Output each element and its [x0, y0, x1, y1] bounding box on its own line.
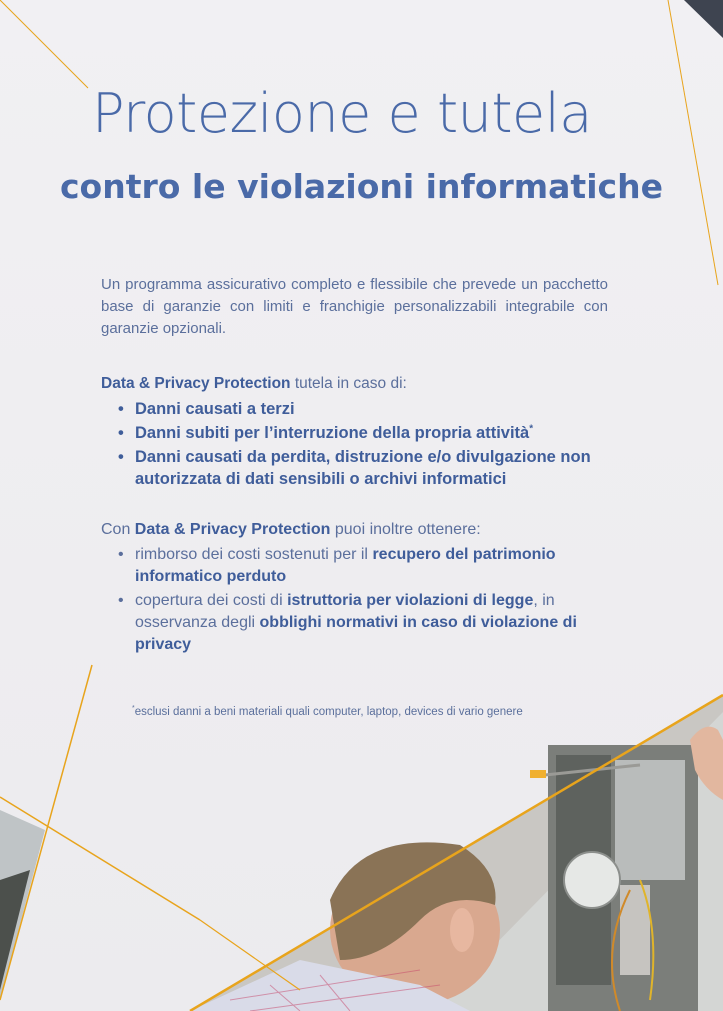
extras-item: • copertura dei costi di istruttoria per violazioni di legge, in osservanza degli obblighi normativi in caso di violazione di privacy: [118, 590, 618, 656]
page-subtitle: contro le violazioni informatiche: [60, 167, 663, 206]
intro-paragraph: Un programma assicurativo completo e flessibile che prevede un pacchetto base di garanzie con limiti e franchigie personalizzabili integrabile con garanzie opzionali.: [101, 276, 608, 337]
product-name: Data & Privacy Protection: [134, 521, 331, 538]
page-title: Protezione e tutela: [92, 82, 592, 145]
footnote-marker: *: [529, 423, 534, 435]
footnote-marker: *: [132, 705, 135, 713]
coverage-lead: [101, 373, 621, 395]
footnote: *esclusi danni a beni materiali quali computer, laptop, devices di vario genere: [132, 705, 523, 718]
coverage-item: • Danni causati a terzi: [118, 398, 618, 420]
coverage-list: [118, 398, 618, 492]
extras-item: • rimborso dei costi sostenuti per il recupero del patrimonio informatico perduto: [118, 544, 618, 588]
corner-shape: [684, 0, 723, 38]
extras-lead: Con Data & Privacy Protection puoi inoltre ottenere:: [101, 521, 481, 538]
coverage-lead-text: tutela in caso di:: [290, 375, 407, 392]
product-name: Data & Privacy Protection: [101, 375, 291, 392]
left-photo-strip: [0, 810, 45, 1000]
extras-list: [118, 544, 618, 658]
coverage-item: • Danni causati da perdita, distruzione e/o divulgazione non autorizzata di dati sensibili o archivi informatici: [118, 446, 618, 490]
coverage-item: • Danni subiti per l’interruzione della propria attività*: [118, 422, 618, 444]
